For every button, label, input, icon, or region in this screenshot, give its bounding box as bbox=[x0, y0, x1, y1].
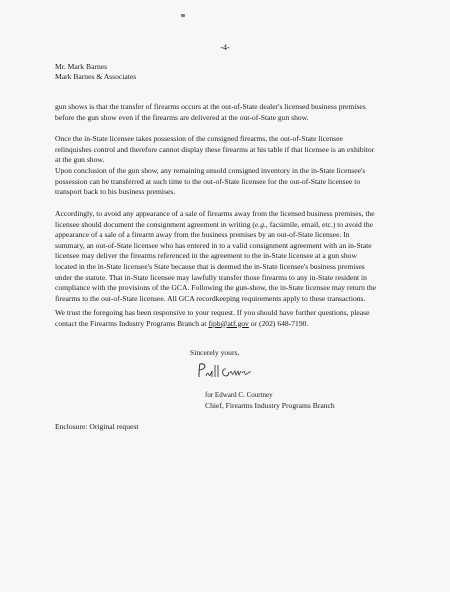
recipient-company: Mark Barnes & Associates bbox=[55, 72, 137, 81]
body-paragraph-2: Once the in-State licensee takes possession of the consigned firearms, the out-of-State licensee relinquishes control and therefore cannot display these firearms at his table if that licensee is an exhibitor at the gun show. bbox=[55, 134, 375, 165]
p4-text-end: , facsimile, email, etc.) to avoid the appearance of a sale of a firearm away from the business premises by an out-of-State licensee. In summary, an out-of-State licensee who has entered in to a valid consignment agreement with an in-State licensee may deliver the firearms referenced in the agreement to the in-State licensee at a gun show located in the in-State licensee's State because that is deemed the in-State licensee's business premises under the statute. That in-State licensee may lawfully transfer those firearms to any in-State resident in compliance with the provisions of the GCA. Following the gun-show, the in-State licensee may return the firearms to the out-of-State licensee. All GCA recordkeeping requirements apply to these transactions. bbox=[55, 219, 377, 303]
body-paragraph-3: Upon conclusion of the gun show, any remaining unsold consigned inventory in the in-State licensee's possession can be transferred at such time to the out-of-State licensee for the out-of-State licensee to transport back to his business premises. bbox=[55, 166, 366, 197]
recipient-block bbox=[55, 62, 136, 82]
scan-mark bbox=[181, 14, 185, 17]
p4-text-start: Accordingly, to avoid any appearance of a sale of firearms away from the licensed business premises, the licensee should document the consignment agreement in writing ( bbox=[55, 209, 375, 229]
closing: Sincerely yours, bbox=[190, 348, 240, 357]
body-paragraph-4 bbox=[55, 209, 380, 304]
p5-text-end: or (202) 648-7190. bbox=[248, 318, 309, 328]
signature-for: for Edward C. Courtney bbox=[205, 391, 273, 399]
body-paragraph-1: gun shows is that the transfer of firearms occurs at the out-of-State dealer's licensed business premises before the gun show even if the firearms are delivered at the out-of-State gun show. bbox=[55, 102, 366, 122]
enclosure-note: Enclosure: Original request bbox=[55, 422, 139, 431]
p4-eg: e.g. bbox=[254, 219, 266, 229]
body-paragraph-5 bbox=[55, 308, 380, 329]
signature-title: Chief, Firearms Industry Programs Branch bbox=[205, 401, 335, 410]
recipient-name: Mr. Mark Barnes bbox=[55, 62, 108, 71]
handwritten-signature bbox=[196, 361, 254, 381]
email-link[interactable]: fipb@atf.gov bbox=[208, 318, 249, 328]
page-number: -4- bbox=[220, 43, 230, 52]
p5-text-start: We trust the foregoing has been responsive to your request. If you should have further questions, please contact the Firearms Industry Programs Branch at bbox=[55, 308, 370, 328]
